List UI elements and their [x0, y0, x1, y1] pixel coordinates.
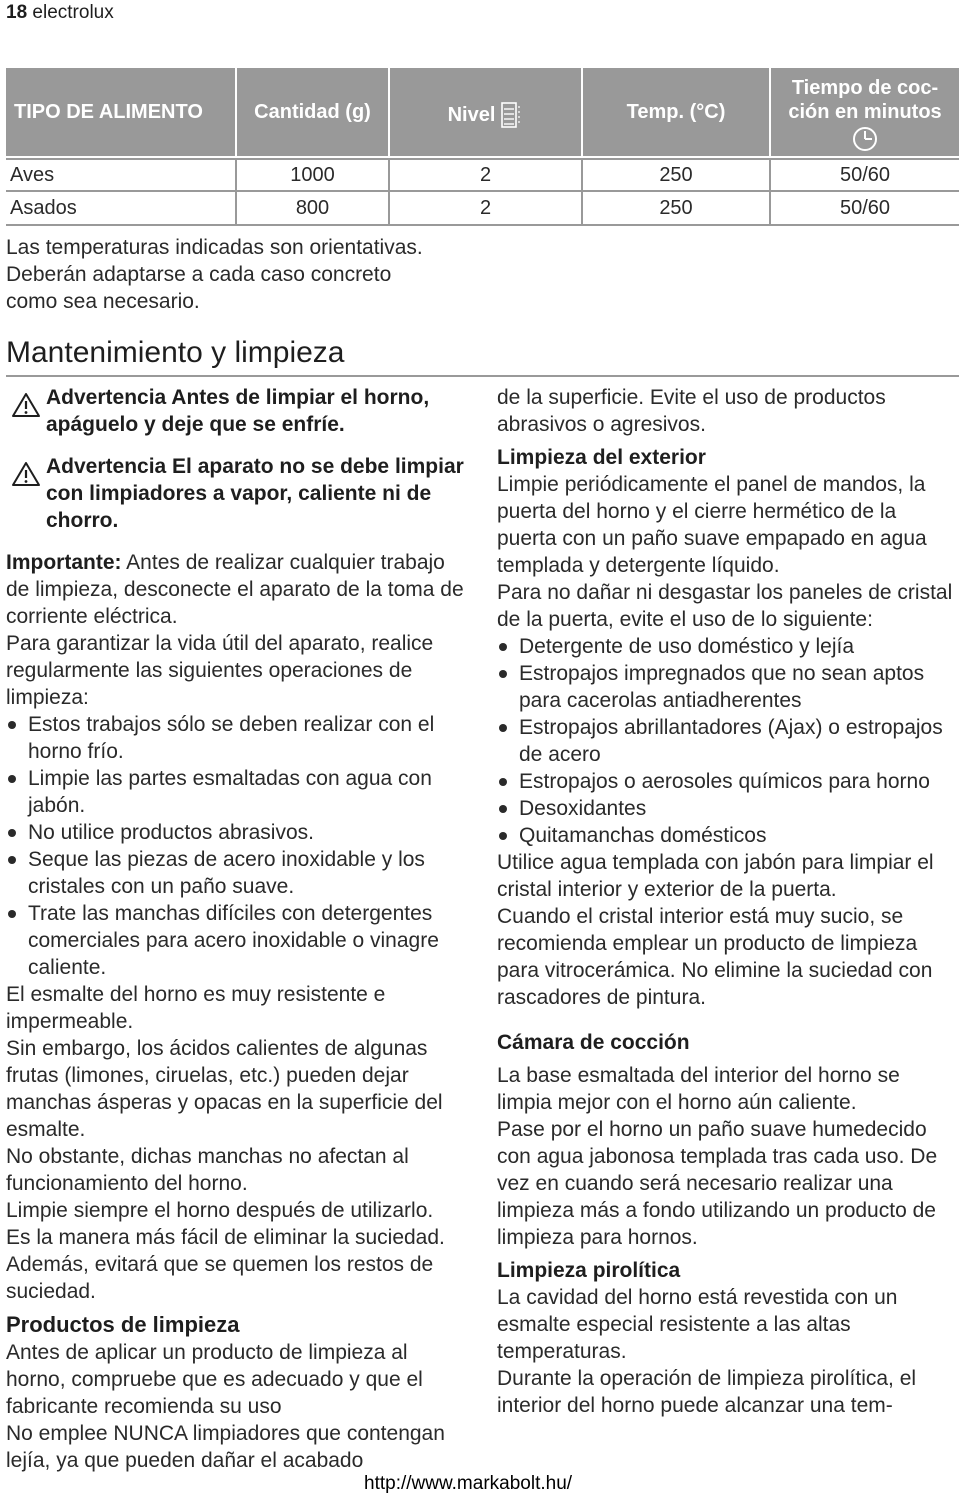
list-item: Estropajos o aerosoles químicos para horno: [497, 768, 959, 795]
list-item: Estos trabajos sólo se deben realizar con el horno frío.: [6, 711, 468, 765]
warning-text: Advertencia Antes de limpiar el horno, apáguelo y deje que se enfríe.: [46, 386, 430, 436]
pyrolytic-heading: Limpieza pirolítica: [497, 1259, 681, 1282]
cooking-table: [6, 68, 959, 226]
paragraph: La cavidad del horno está revestida con un esmalte especial resistente a las altas temperaturas.: [497, 1286, 898, 1363]
header-food-type: TIPO DE ALIMENTO: [6, 68, 237, 156]
paragraph: No emplee NUNCA limpiadores que contengan lejía, ya que pueden dañar el acabado: [6, 1422, 445, 1472]
footer-url[interactable]: http://www.markabolt.hu/: [364, 1473, 573, 1494]
list-item: Seque las piezas de acero inoxidable y los cristales con un paño suave.: [6, 846, 468, 900]
header-temp: Temp. (°C): [583, 68, 771, 156]
cell-level: 2: [390, 192, 583, 224]
products-heading: Productos de limpieza: [6, 1312, 240, 1337]
cell-quantity: 800: [237, 192, 390, 224]
paragraph: Limpie periódicamente el panel de mandos, la puerta del horno y el cierre hermético de la puerta con un paño suave empapado en agua templada y detergente líquido.: [497, 473, 927, 577]
paragraph: Limpie siempre el horno después de utilizarlo.: [6, 1199, 434, 1222]
warning-block: [6, 384, 468, 438]
right-column: [497, 384, 959, 1419]
list-item: Quitamanchas domésticos: [497, 822, 959, 849]
warning-block: [6, 453, 468, 534]
cleaning-list: [6, 711, 468, 981]
important-label: Importante:: [6, 551, 122, 574]
table-row: [6, 158, 959, 192]
cell-food: Asados: [6, 192, 237, 224]
left-column: [6, 384, 468, 1474]
list-item: Estropajos abrillantadores (Ajax) o estropajos de acero: [497, 714, 959, 768]
header-level: Nivel: [390, 68, 583, 156]
paragraph: La base esmaltada del interior del horno se limpia mejor con el horno aún caliente.: [497, 1064, 900, 1114]
brand-name: electrolux: [32, 2, 114, 23]
exterior-heading: Limpieza del exterior: [497, 446, 706, 469]
warning-text: Advertencia El aparato no se debe limpiar con limpiadores a vapor, caliente ni de chorro.: [46, 455, 464, 532]
page-number: 18: [6, 2, 28, 23]
cell-food: Aves: [6, 160, 237, 190]
list-item: Trate las manchas difíciles con detergentes comerciales para acero inoxidable o vinagre caliente.: [6, 900, 468, 981]
table-header: [6, 68, 959, 156]
cell-quantity: 1000: [237, 160, 390, 190]
paragraph: Es la manera más fácil de eliminar la suciedad. Además, evitará que se quemen los restos de suciedad.: [6, 1226, 445, 1303]
warning-triangle-icon: [6, 461, 46, 487]
paragraph: Cuando el cristal interior está muy sucio, se recomienda emplear un producto de limpieza para vitrocerámica. No elimine la suciedad con rascadores de pintura.: [497, 905, 933, 1009]
cell-temp: 250: [583, 192, 771, 224]
important-text: Antes de realizar cualquier trabajo de limpieza, desconecte el aparato de la toma de corriente eléctrica.: [6, 551, 464, 628]
cell-time: 50/60: [839, 163, 891, 186]
list-item: Desoxidantes: [497, 795, 959, 822]
cell-temp: 250: [583, 160, 771, 190]
section-title: Mantenimiento y limpieza: [6, 336, 345, 369]
paragraph: Para garantizar la vida útil del aparato, realice regularmente las siguientes operaciones de limpieza:: [6, 632, 434, 709]
paragraph: Para no dañar ni desgastar los paneles de cristal de la puerta, evite el uso de lo siguiente:: [497, 581, 953, 631]
warning-triangle-icon: [6, 392, 46, 418]
table-row: [6, 192, 959, 226]
cell-level: 2: [390, 160, 583, 190]
header-quantity: Cantidad (g): [237, 68, 390, 156]
header-time: Tiempo de coc-ción en minutos: [771, 68, 959, 156]
list-item: Limpie las partes esmaltadas con agua con jabón.: [6, 765, 468, 819]
list-item: No utilice productos abrasivos.: [6, 819, 468, 846]
paragraph: Pase por el horno un paño suave humedecido con agua jabonosa templada tras cada uso. De vez en cuando será necesario realizar una limpieza más a fondo utilizando un producto de limpieza para hornos.: [497, 1118, 938, 1249]
paragraph: de la superficie. Evite el uso de productos abrasivos o agresivos.: [497, 386, 886, 436]
paragraph: Sin embargo, los ácidos calientes de algunas frutas (limones, ciruelas, etc.) pueden dejar manchas ásperas y opacas en la superficie del esmalte.: [6, 1037, 443, 1141]
temperature-note: Las temperaturas indicadas son orientativas. Deberán adaptarse a cada caso concreto como sea necesario.: [6, 236, 423, 313]
shelf-level-icon: [501, 102, 523, 128]
paragraph: Durante la operación de limpieza pirolítica, el interior del horno puede alcanzar una tem-: [497, 1367, 917, 1417]
list-item: Estropajos impregnados que no sean aptos para cacerolas antiadherentes: [497, 660, 959, 714]
avoid-list: [497, 633, 959, 849]
cell-time: 50/60: [839, 196, 891, 219]
important-note: [6, 549, 468, 630]
paragraph: No obstante, dichas manchas no afectan al funcionamiento del horno.: [6, 1145, 409, 1195]
list-item: Detergente de uso doméstico y lejía: [497, 633, 959, 660]
paragraph: Antes de aplicar un producto de limpieza al horno, compruebe que es adecuado y que el fabricante recomienda su uso: [6, 1341, 423, 1418]
chamber-heading: Cámara de cocción: [497, 1031, 690, 1054]
clock-icon: [852, 126, 878, 152]
paragraph: El esmalte del horno es muy resistente e impermeable.: [6, 983, 386, 1033]
page-header: [6, 2, 114, 24]
paragraph: Utilice agua templada con jabón para limpiar el cristal interior y exterior de la puerta.: [497, 851, 934, 901]
section-divider: [6, 375, 959, 377]
